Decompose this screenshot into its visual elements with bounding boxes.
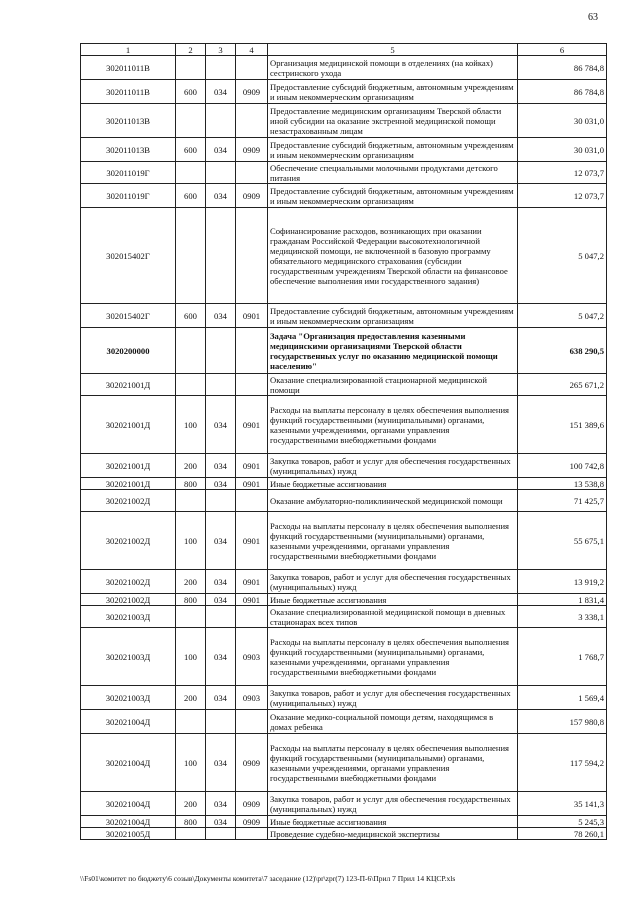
section-cell: 0909 [236,80,268,104]
code-cell: 302011013В [81,104,176,138]
code-cell: 302021004Д [81,734,176,792]
section-cell: 0909 [236,184,268,208]
section-cell [236,56,268,80]
table-row [81,138,607,162]
section-cell: 0901 [236,478,268,490]
amount-cell: 1 768,7 [518,628,607,686]
ministry-cell: 034 [206,478,236,490]
section-cell: 0901 [236,454,268,478]
ministry-cell: 034 [206,734,236,792]
amount-cell: 1 569,4 [518,686,607,710]
ministry-cell [206,606,236,628]
ministry-cell [206,828,236,840]
section-cell [236,162,268,184]
expense-type-cell: 200 [176,454,206,478]
section-cell [236,208,268,304]
description-cell: Расходы на выплаты персоналу в целях обеспечения выполнения функций государственными (муниципальными) органами, казенными учреждениями, органами управления государственными внебюджетными фондами [268,628,518,686]
amount-cell: 5 245,3 [518,816,607,828]
expense-type-cell: 600 [176,138,206,162]
code-cell: 302011011В [81,56,176,80]
code-cell: 302021005Д [81,828,176,840]
table-row [81,184,607,208]
code-cell: 302011013В [81,138,176,162]
description-cell: Предоставление медицинским организациям Тверской области иной субсидии на оказание экстренной медицинской помощи незастрахованным лицам [268,104,518,138]
table-row [81,454,607,478]
header-cell: 6 [518,44,607,56]
ministry-cell: 034 [206,570,236,594]
section-cell: 0909 [236,792,268,816]
description-cell: Иные бюджетные ассигнования [268,478,518,490]
table-row [81,512,607,570]
description-cell: Закупка товаров, работ и услуг для обеспечения государственных (муниципальных) нужд [268,570,518,594]
amount-cell: 1 831,4 [518,594,607,606]
ministry-cell: 034 [206,304,236,328]
section-cell: 0901 [236,512,268,570]
description-cell: Задача "Организация предоставления казенными медицинскими организациями Тверской области государственных услуг по оказанию медицинской помощи населению" [268,328,518,374]
header-cell: 2 [176,44,206,56]
code-cell: 3020200000 [81,328,176,374]
ministry-cell [206,162,236,184]
table-row [81,816,607,828]
description-cell: Расходы на выплаты персоналу в целях обеспечения выполнения функций государственными (муниципальными) органами, казенными учреждениями, органами управления государственными внебюджетными фондами [268,734,518,792]
amount-cell: 30 031,0 [518,104,607,138]
code-cell: 302021001Д [81,478,176,490]
expense-type-cell: 100 [176,512,206,570]
expense-type-cell [176,208,206,304]
expense-type-cell [176,162,206,184]
section-cell [236,374,268,396]
table-row [81,710,607,734]
description-cell: Оказание специализированной медицинской помощи в дневных стационарах всех типов [268,606,518,628]
expense-type-cell: 100 [176,396,206,454]
amount-cell: 638 290,5 [518,328,607,374]
description-cell: Закупка товаров, работ и услуг для обеспечения государственных (муниципальных) нужд [268,686,518,710]
code-cell: 302021004Д [81,816,176,828]
amount-cell: 151 389,6 [518,396,607,454]
expense-type-cell: 200 [176,686,206,710]
expense-type-cell: 600 [176,304,206,328]
amount-cell: 13 538,8 [518,478,607,490]
section-cell [236,328,268,374]
amount-cell: 117 594,2 [518,734,607,792]
amount-cell: 12 073,7 [518,184,607,208]
ministry-cell: 034 [206,628,236,686]
code-cell: 302011019Г [81,162,176,184]
description-cell: Расходы на выплаты персоналу в целях обеспечения выполнения функций государственными (муниципальными) органами, казенными учреждениями, органами управления государственными внебюджетными фондами [268,512,518,570]
code-cell: 302011019Г [81,184,176,208]
ministry-cell: 034 [206,138,236,162]
amount-cell: 35 141,3 [518,792,607,816]
ministry-cell: 034 [206,816,236,828]
expense-type-cell: 800 [176,816,206,828]
code-cell: 302021001Д [81,374,176,396]
expense-type-cell [176,606,206,628]
amount-cell: 30 031,0 [518,138,607,162]
description-cell: Оказание амбулаторно-поликлинической медицинской помощи [268,490,518,512]
expense-type-cell: 100 [176,628,206,686]
section-cell: 0901 [236,570,268,594]
table-row [81,686,607,710]
section-cell: 0909 [236,734,268,792]
code-cell: 302021001Д [81,396,176,454]
table-row [81,734,607,792]
section-cell: 0901 [236,594,268,606]
expense-type-cell [176,56,206,80]
expense-type-cell: 600 [176,184,206,208]
amount-cell: 157 980,8 [518,710,607,734]
expense-type-cell: 100 [176,734,206,792]
ministry-cell [206,56,236,80]
amount-cell: 86 784,8 [518,80,607,104]
code-cell: 302021001Д [81,454,176,478]
description-cell: Проведение судебно-медицинской экспертизы [268,828,518,840]
description-cell: Закупка товаров, работ и услуг для обеспечения государственных (муниципальных) нужд [268,454,518,478]
description-cell: Иные бюджетные ассигнования [268,594,518,606]
table-row [81,628,607,686]
table-row [81,80,607,104]
section-cell [236,104,268,138]
amount-cell: 5 047,2 [518,304,607,328]
amount-cell: 3 338,1 [518,606,607,628]
description-cell: Оказание специализированной стационарной медицинской помощи [268,374,518,396]
expense-type-cell [176,828,206,840]
description-cell: Оказание медико-социальной помощи детям, находящимся в домах ребенка [268,710,518,734]
section-cell [236,490,268,512]
description-cell: Предоставление субсидий бюджетным, автономным учреждениям и иным некоммерческим организациям [268,80,518,104]
section-cell: 0901 [236,396,268,454]
expense-type-cell: 800 [176,478,206,490]
description-cell: Закупка товаров, работ и услуг для обеспечения государственных (муниципальных) нужд [268,792,518,816]
expense-type-cell: 600 [176,80,206,104]
section-cell: 0909 [236,816,268,828]
ministry-cell: 034 [206,512,236,570]
header-cell: 4 [236,44,268,56]
code-cell: 302021003Д [81,686,176,710]
ministry-cell [206,374,236,396]
code-cell: 302021003Д [81,606,176,628]
table-row [81,792,607,816]
table-row [81,828,607,840]
section-cell [236,606,268,628]
table-row [81,478,607,490]
header-cell: 5 [268,44,518,56]
ministry-cell: 034 [206,792,236,816]
table-header-row [81,44,607,56]
ministry-cell: 034 [206,80,236,104]
table-row [81,570,607,594]
code-cell: 302015402Г [81,208,176,304]
code-cell: 302021002Д [81,490,176,512]
description-cell: Обеспечение специальными молочными продуктами детского питания [268,162,518,184]
budget-table [80,43,607,840]
table-row [81,162,607,184]
table-row [81,104,607,138]
table-row [81,396,607,454]
code-cell: 302011011В [81,80,176,104]
header-cell: 3 [206,44,236,56]
ministry-cell: 034 [206,686,236,710]
ministry-cell: 034 [206,396,236,454]
amount-cell: 86 784,8 [518,56,607,80]
code-cell: 302021002Д [81,570,176,594]
table-row [81,208,607,304]
expense-type-cell: 200 [176,570,206,594]
table-row [81,56,607,80]
expense-type-cell [176,710,206,734]
table-row [81,374,607,396]
amount-cell: 55 675,1 [518,512,607,570]
expense-type-cell: 200 [176,792,206,816]
expense-type-cell: 800 [176,594,206,606]
page-number: 63 [588,12,598,23]
ministry-cell [206,104,236,138]
ministry-cell [206,208,236,304]
amount-cell: 71 425,7 [518,490,607,512]
section-cell: 0901 [236,304,268,328]
ministry-cell [206,490,236,512]
section-cell: 0903 [236,628,268,686]
code-cell: 302015402Г [81,304,176,328]
header-cell: 1 [81,44,176,56]
section-cell: 0903 [236,686,268,710]
code-cell: 302021004Д [81,710,176,734]
ministry-cell: 034 [206,594,236,606]
amount-cell: 78 260,1 [518,828,607,840]
section-cell [236,710,268,734]
description-cell: Организация медицинской помощи в отделениях (на койках) сестринского ухода [268,56,518,80]
code-cell: 302021002Д [81,594,176,606]
description-cell: Софинансирование расходов, возникающих при оказании гражданам Российской Федерации высокотехнологичной медицинской помощи, не включенной в базовую программу обязательного медицинского страхования (субсидии государственным учреждениям Тверской области на финансовое обеспечение выполнения ими государственного задания) [268,208,518,304]
description-cell: Предоставление субсидий бюджетным, автономным учреждениям и иным некоммерческим организациям [268,304,518,328]
amount-cell: 265 671,2 [518,374,607,396]
code-cell: 302021002Д [81,512,176,570]
ministry-cell: 034 [206,184,236,208]
amount-cell: 13 919,2 [518,570,607,594]
expense-type-cell [176,374,206,396]
section-cell [236,828,268,840]
table-row [81,490,607,512]
code-cell: 302021003Д [81,628,176,686]
ministry-cell: 034 [206,454,236,478]
expense-type-cell [176,490,206,512]
expense-type-cell [176,104,206,138]
table-row [81,328,607,374]
expense-type-cell [176,328,206,374]
section-cell: 0909 [236,138,268,162]
description-cell: Предоставление субсидий бюджетным, автономным учреждениям и иным некоммерческим организациям [268,138,518,162]
amount-cell: 100 742,8 [518,454,607,478]
description-cell: Иные бюджетные ассигнования [268,816,518,828]
ministry-cell [206,710,236,734]
amount-cell: 5 047,2 [518,208,607,304]
code-cell: 302021004Д [81,792,176,816]
amount-cell: 12 073,7 [518,162,607,184]
table-row [81,606,607,628]
description-cell: Предоставление субсидий бюджетным, автономным учреждениям и иным некоммерческим организациям [268,184,518,208]
table-row [81,304,607,328]
description-cell: Расходы на выплаты персоналу в целях обеспечения выполнения функций государственными (муниципальными) органами, казенными учреждениями, органами управления государственными внебюджетными фондами [268,396,518,454]
table-row [81,594,607,606]
file-path-footer: \\Fs01\комитет по бюджету\6 созыв\Документы комитета\7 заседание (12)\pr\zpr(7) 123-П-6\Прил 7 Прил 14 КЦСР.xls [80,874,456,883]
ministry-cell [206,328,236,374]
